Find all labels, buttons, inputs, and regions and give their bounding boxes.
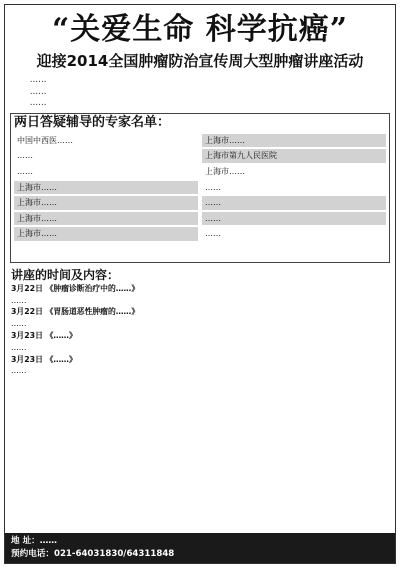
expert-list-left-column [14,134,198,259]
expert-row: …… [202,227,386,241]
lecture-time: 3月23日 [11,354,43,364]
poster-page [4,4,396,564]
expert-row: 上海市…… [14,227,198,241]
intro-paragraph-3: …… [29,97,47,108]
lecture-time: 3月23日 [11,330,43,340]
intro-paragraph-1: …… [29,74,47,84]
expert-row: 上海市…… [202,134,386,148]
lecture-slot [11,355,389,366]
poster-slogan: “关爱生命 科学抗癌” [52,12,348,47]
lecture-topic: 《……》 [45,330,77,340]
expert-list-right-column [202,134,386,259]
lecture-slot [11,307,389,318]
footer-phone: 预约电话：021-64031830/64311848 [11,549,175,559]
expert-row: …… [202,181,386,195]
expert-row: 上海市…… [14,196,198,210]
expert-list-heading: 两日答疑辅导的专家名单： [14,114,171,130]
expert-row: …… [202,212,386,226]
expert-row: …… [14,165,198,179]
lecture-speaker: …… [11,319,27,329]
footer-address: 地 址：…… [11,536,57,546]
expert-row: …… [14,149,198,163]
lecture-time: 3月22日 [11,283,43,293]
lecture-topic: 《……》 [45,354,77,364]
expert-row: 上海市…… [14,181,198,195]
expert-list-grid [14,134,386,259]
expert-row: …… [202,196,386,210]
intro-paragraph-2: …… [29,85,47,96]
address-footer [5,533,395,563]
expert-row: 中国中西医…… [14,134,198,148]
expert-row: 上海市…… [14,212,198,226]
lecture-topic: 《胃肠道恶性肿瘤的……》 [45,307,140,317]
lecture-speaker: …… [11,342,27,352]
lecture-speaker: …… [11,366,27,376]
expert-list-box [10,113,390,263]
lecture-time: 3月22日 [11,307,43,317]
expert-row: 上海市…… [202,165,386,179]
lecture-heading: 讲座的时间及内容： [11,267,120,282]
lecture-slot [11,284,389,295]
lecture-topic: 《肿瘤诊断治疗中的……》 [45,283,140,293]
poster-subtitle: 迎接2014全国肿瘤防治宣传周大型肿瘤讲座活动 [36,52,364,70]
lecture-slot [11,331,389,342]
lecture-schedule [11,267,389,377]
lecture-speaker: …… [11,295,27,305]
expert-row: 上海市第九人民医院 [202,149,386,163]
